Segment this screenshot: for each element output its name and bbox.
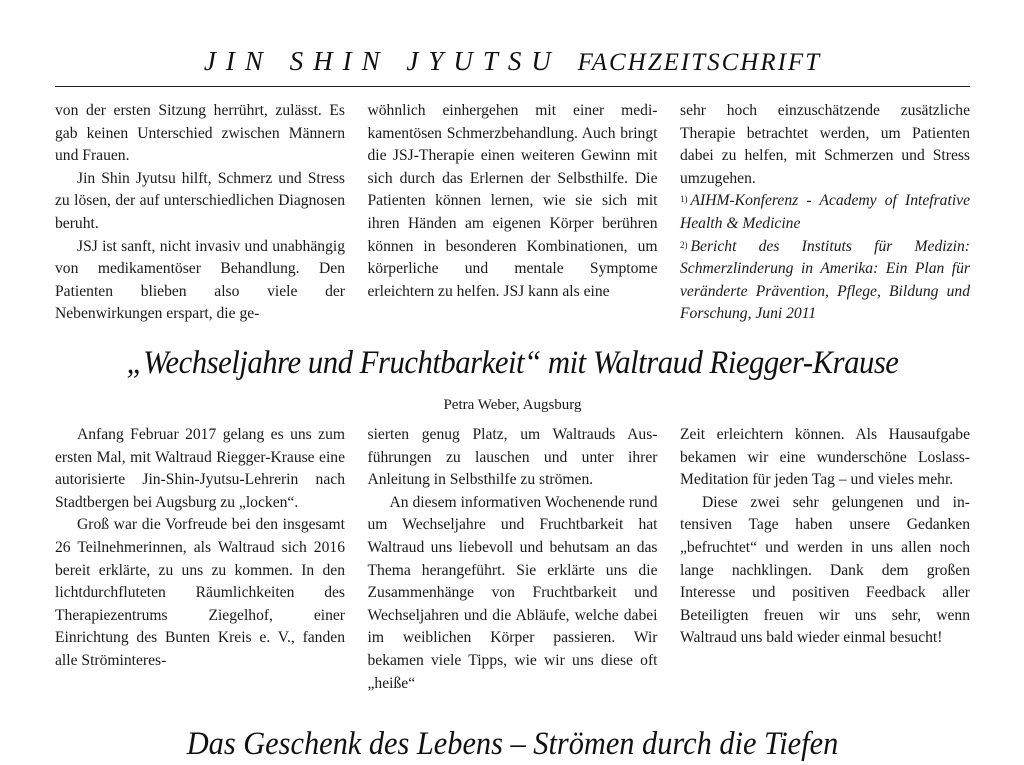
paragraph: von der ersten Sitzung herrührt, zulässt. Es gab keinen Unterschied zwischen Männern und Frauen. bbox=[55, 102, 345, 165]
paragraph: Jin Shin Jyutsu hilft, Schmerz und Stress zu lösen, der auf unterschiedlichen Diagnosen beruht. bbox=[55, 169, 345, 232]
article1-columns bbox=[55, 100, 970, 326]
paragraph: Groß war die Vorfreude bei den insgesamt 26 Teilnehmerinnen, als Waltraud sich 2016 bereit erklärte, zu uns zu kommen. In den lichtdurchfluteten Räumlichkeiten des Therapiezentrums Ziegelhof, einer Einrichtung des Bunten Kreis e. V., fanden alle Ströminteres- bbox=[55, 516, 345, 669]
article1-column-2 bbox=[368, 100, 658, 326]
article1-column-1 bbox=[55, 100, 345, 326]
paragraph: An diesem informativen Wochenende rund um Wechseljahre und Fruchtbarkeit hat Waltraud uns liebevoll und behutsam an das Thema herangeführt. Sie erklärte uns die Zusammenhänge von Fruchtbarkeit und Wechseljahren und die Abläufe, welche dabei im weiblichen Körper passieren. Wir bekamen viele Tipps, wie wir uns diese oft „heiße“ bbox=[367, 493, 658, 692]
footnote-1 bbox=[680, 190, 970, 235]
paragraph: Anfang Februar 2017 gelang es uns zum ersten Mal, mit Waltraud Riegger-Krause eine autorisierte Jin-Shin-Jyutsu-Lehrerin nach Stadtbergen bei Augsburg zu „locken“. bbox=[55, 426, 345, 511]
article2-title: „Wechseljahre und Fruchtbarkeit“ mit Waltraud Riegger-Krause bbox=[126, 345, 899, 381]
paragraph: sierten genug Platz, um Waltrauds Ausführungen zu lauschen und unter ihrer Anleitung in Selbsthilfe zu strömen. bbox=[367, 426, 658, 489]
masthead bbox=[55, 38, 970, 87]
article2-column-3 bbox=[680, 424, 970, 695]
footnote-mark: 1) bbox=[680, 194, 688, 205]
article3-title: Das Geschenk des Lebens – Strömen durch die Tiefen bbox=[186, 726, 839, 762]
paragraph: JSJ ist sanft, nicht invasiv und unabhängig von medikamentöser Behandlung. Den Patienten blieben also viele der Nebenwirkungen erspart, die ge- bbox=[55, 237, 345, 323]
article2-byline: Petra Weber, Augsburg bbox=[443, 397, 582, 413]
paragraph: sehr hoch einzuschätzende zusätzliche Therapie betrachtet werden, um Patienten dabei zu helfen, mit Schmerzen und Stress umzugehen. bbox=[680, 102, 970, 187]
article2-columns bbox=[55, 424, 970, 695]
journal-title-sub: FACHZEITSCHRIFT bbox=[577, 49, 822, 76]
article2-column-2 bbox=[368, 424, 658, 695]
paragraph: wöhnlich einhergehen mit einer medikamentösen Schmerzbehandlung. Auch bringt die JSJ-Therapie einen weiteren Gewinn mit sich durch das Erlernen der Selbsthilfe. Die Patienten können lernen, wie sie sich mit ihren Händen am eigenen Körper berühren können in besonderen Kombinationen, um körperliche und mentale Symptome erleichtern zu helfen. JSJ kann als eine bbox=[367, 102, 658, 300]
footnote-text: AIHM-Konferenz - Academy of Intefrative Health & Medicine bbox=[680, 192, 970, 232]
article1-column-3 bbox=[680, 100, 970, 326]
article2-column-1 bbox=[55, 424, 345, 695]
journal-title-main: JIN SHIN JYUTSU bbox=[203, 46, 561, 76]
paragraph: Zeit erleichtern können. Als Hausaufgabe bekamen wir eine wunderschöne Loslass-Meditation für jeden Tag – und vieles mehr. bbox=[680, 426, 970, 489]
paragraph: Diese zwei sehr gelungenen und intensiven Tage haben unsere Gedanken „befruchtet“ und werden in uns allen noch lange nachklingen. Dank dem großen Interesse und positiven Feedback aller Beteiligten freuen wir uns sehr, wenn Waltraud uns bald wieder einmal besucht! bbox=[680, 493, 970, 647]
journal-title bbox=[204, 46, 821, 77]
footnote-text: Bericht des Instituts für Medizin: Schmerzlinderung in Amerika: Ein Plan für veränderte Prävention, Pflege, Bildung und Forschung, Juni 2011 bbox=[680, 237, 970, 323]
footnote-2 bbox=[680, 236, 970, 326]
footnote-mark: 2) bbox=[680, 239, 688, 250]
